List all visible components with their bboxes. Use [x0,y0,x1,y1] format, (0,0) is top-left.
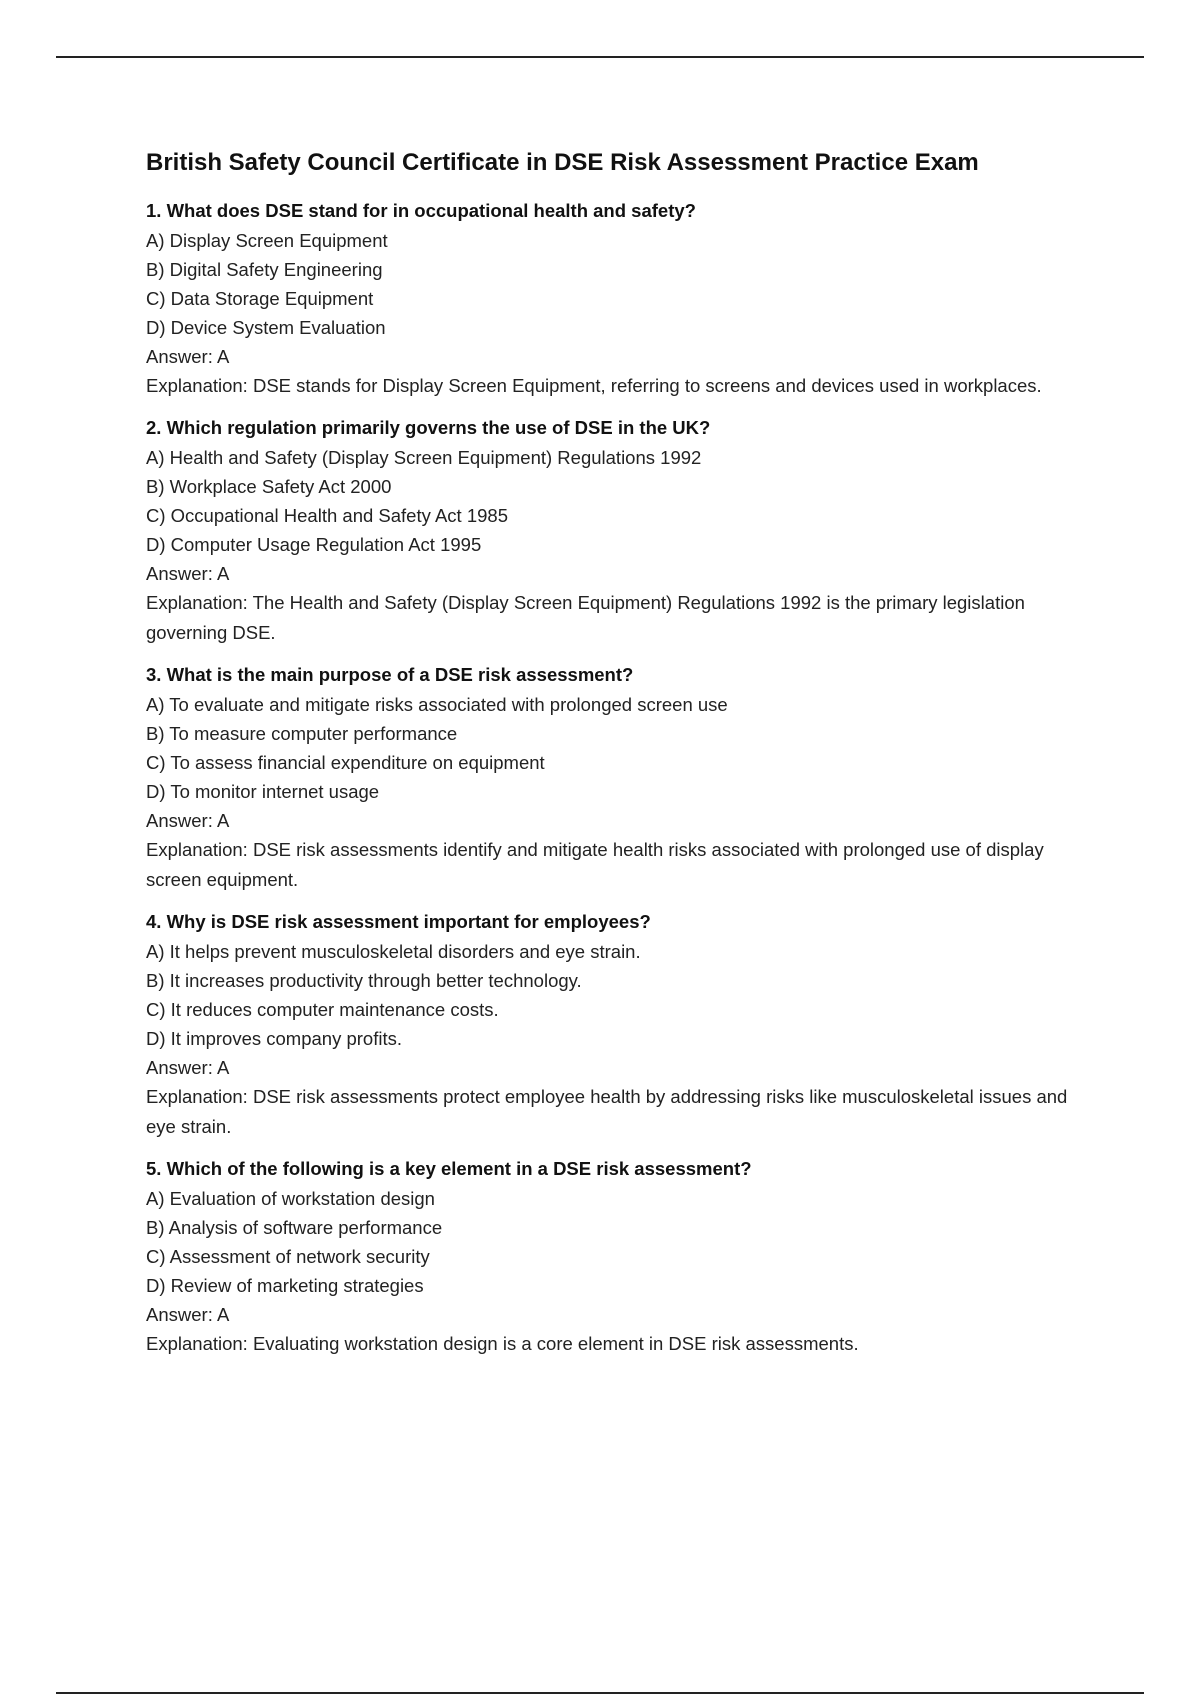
question-block-1 [146,196,1076,401]
explanation: Explanation: The Health and Safety (Display Screen Equipment) Regulations 1992 is the primary legislation governing DSE. [146,592,1025,643]
document-body [146,146,1076,1371]
question-text: 2. Which regulation primarily governs the use of DSE in the UK? [146,417,711,438]
option-b: B) Digital Safety Engineering [146,259,383,280]
document-title: British Safety Council Certificate in DSE Risk Assessment Practice Exam [146,149,979,176]
option-c: C) Data Storage Equipment [146,288,374,309]
answer: Answer: A [146,810,230,831]
question-block-2 [146,413,1076,648]
explanation: Explanation: Evaluating workstation design is a core element in DSE risk assessments. [146,1333,859,1354]
answer: Answer: A [146,1304,230,1325]
explanation: Explanation: DSE risk assessments identify and mitigate health risks associated with prolonged use of display screen equipment. [146,839,1044,890]
option-d: D) Device System Evaluation [146,317,386,338]
option-c: C) It reduces computer maintenance costs. [146,999,499,1020]
answer: Answer: A [146,563,230,584]
option-b: B) To measure computer performance [146,723,458,744]
question-text: 1. What does DSE stand for in occupational health and safety? [146,200,696,221]
question-block-4 [146,907,1076,1142]
option-b: B) Analysis of software performance [146,1217,443,1238]
explanation: Explanation: DSE stands for Display Screen Equipment, referring to screens and devices used in workplaces. [146,375,1042,396]
option-b: B) Workplace Safety Act 2000 [146,476,392,497]
bottom-rule [56,1692,1144,1694]
question-text: 3. What is the main purpose of a DSE risk assessment? [146,664,634,685]
question-text: 5. Which of the following is a key element in a DSE risk assessment? [146,1158,752,1179]
option-d: D) Review of marketing strategies [146,1275,424,1296]
option-c: C) To assess financial expenditure on equipment [146,752,545,773]
option-a: A) Display Screen Equipment [146,230,388,251]
question-text: 4. Why is DSE risk assessment important for employees? [146,911,651,932]
option-a: A) Evaluation of workstation design [146,1188,435,1209]
option-d: D) Computer Usage Regulation Act 1995 [146,534,482,555]
option-b: B) It increases productivity through better technology. [146,970,582,991]
option-c: C) Assessment of network security [146,1246,430,1267]
answer: Answer: A [146,1057,230,1078]
explanation: Explanation: DSE risk assessments protect employee health by addressing risks like musculoskeletal issues and eye strain. [146,1086,1068,1137]
option-a: A) It helps prevent musculoskeletal disorders and eye strain. [146,941,641,962]
option-a: A) To evaluate and mitigate risks associated with prolonged screen use [146,694,728,715]
option-d: D) It improves company profits. [146,1028,402,1049]
question-block-3 [146,660,1076,895]
question-block-5 [146,1154,1076,1359]
answer: Answer: A [146,346,230,367]
top-rule [56,56,1144,58]
option-d: D) To monitor internet usage [146,781,380,802]
option-c: C) Occupational Health and Safety Act 1985 [146,505,508,526]
option-a: A) Health and Safety (Display Screen Equipment) Regulations 1992 [146,447,702,468]
